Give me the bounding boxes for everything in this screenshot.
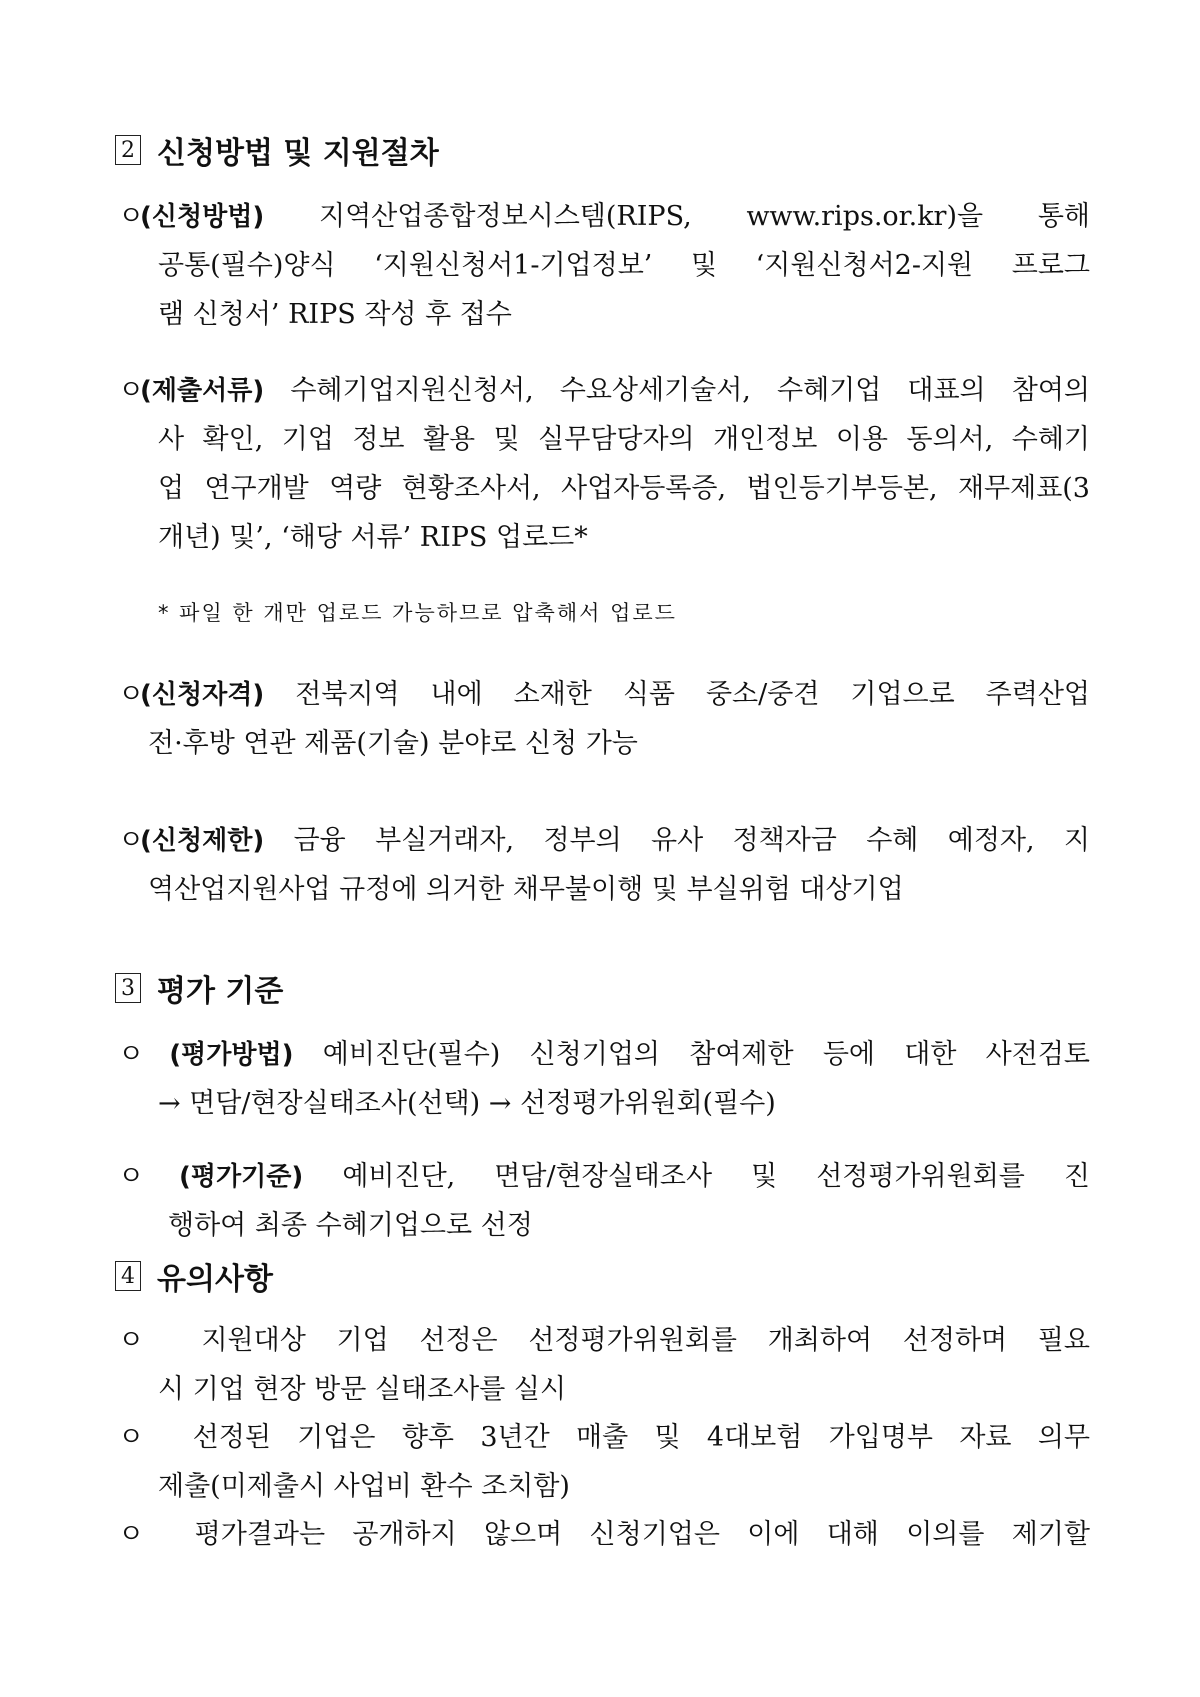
- item-text: 수혜기업지원신청서, 수요상세기술서, 수혜기업 대표의 참여의: [290, 375, 1090, 406]
- item-label: (신청제한): [140, 826, 265, 856]
- section-2-title: 신청방법 및 지원절차: [157, 136, 439, 171]
- item-text: 평가결과는 공개하지 않으며 신청기업은 이에 대해 이의를 제기할: [194, 1519, 1090, 1550]
- bullet-icon: ㅇ: [118, 201, 145, 232]
- s2-item-apply-method: [118, 192, 1090, 339]
- item-text: 예비진단, 면담/현장실태조사 및 선정평가위원회를 진: [342, 1161, 1090, 1192]
- s3-item-eval-criteria: [118, 1152, 1090, 1250]
- item-text: 제출(미제출시 사업비 환수 조치함): [158, 1471, 570, 1502]
- s2-item-documents: [118, 366, 1090, 562]
- bullet-icon: ㅇ: [118, 1422, 145, 1453]
- item-text: 사 확인, 기업 정보 활용 및 실무담당자의 개인정보 이용 동의서, 수혜기: [158, 424, 1090, 455]
- item-text: 업 연구개발 역량 현황조사서, 사업자등록증, 법인등기부등본, 재무제표(3: [158, 473, 1090, 504]
- item-text: 개년) 및’, ‘해당 서류’ RIPS 업로드*: [158, 522, 588, 553]
- item-text: 전·후방 연관 제품(기술) 분야로 신청 가능: [148, 728, 638, 759]
- item-text: 전북지역 내에 소재한 식품 중소/중견 기업으로 주력산업: [295, 679, 1090, 710]
- section-4-title: 유의사항: [157, 1262, 273, 1297]
- s4-item-results: [118, 1510, 1090, 1559]
- item-text: 시 기업 현장 방문 실태조사를 실시: [158, 1374, 567, 1405]
- item-label: (평가방법): [169, 1040, 294, 1070]
- s2-item-restrictions: [118, 816, 1090, 914]
- section-2-heading: [115, 128, 439, 172]
- bullet-icon: ㅇ: [118, 679, 145, 710]
- item-text: 지원대상 기업 선정은 선정평가위원회를 개최하여 선정하며 필요: [201, 1325, 1090, 1356]
- s2-item-eligibility: [118, 670, 1090, 768]
- section-4-number: 4: [115, 1261, 141, 1291]
- bullet-icon: ㅇ: [118, 1519, 145, 1550]
- s2-footnote: * 파일 한 개만 업로드 가능하므로 압축해서 업로드: [158, 601, 677, 625]
- item-text: 예비진단(필수) 신청기업의 참여제한 등에 대한 사전검토: [322, 1039, 1090, 1070]
- item-label: (평가기준): [179, 1162, 304, 1192]
- item-text: 램 신청서’ RIPS 작성 후 접수: [158, 299, 512, 330]
- item-label: (신청방법): [140, 202, 265, 232]
- item-text: 역산업지원사업 규정에 의거한 채무불이행 및 부실위험 대상기업: [148, 874, 904, 905]
- section-3-title: 평가 기준: [157, 974, 284, 1009]
- item-label: (제출서류): [140, 376, 265, 406]
- section-4-heading: [115, 1254, 273, 1298]
- section-2-number: 2: [115, 135, 141, 165]
- bullet-icon: ㅇ: [118, 1161, 145, 1192]
- item-text: 선정된 기업은 향후 3년간 매출 및 4대보험 가입명부 자료 의무: [192, 1422, 1090, 1453]
- bullet-icon: ㅇ: [118, 1039, 145, 1070]
- item-label: (신청자격): [140, 680, 265, 710]
- bullet-icon: ㅇ: [118, 1325, 145, 1356]
- bullet-icon: ㅇ: [118, 375, 145, 406]
- section-3-number: 3: [115, 973, 141, 1003]
- bullet-icon: ㅇ: [118, 825, 145, 856]
- item-text: 행하여 최종 수혜기업으로 선정: [168, 1210, 533, 1241]
- section-3-heading: [115, 966, 283, 1010]
- item-text: → 면담/현장실태조사(선택) → 선정평가위원회(필수): [158, 1088, 776, 1119]
- s4-item-obligation: [118, 1413, 1090, 1511]
- item-text: 공통(필수)양식 ‘지원신청서1-기업정보’ 및 ‘지원신청서2-지원 프로그: [158, 250, 1090, 281]
- item-text: 지역산업종합정보시스템(RIPS, www.rips.or.kr)을 통해: [318, 201, 1090, 232]
- item-text: 금융 부실거래자, 정부의 유사 정책자금 수혜 예정자, 지: [293, 825, 1090, 856]
- s4-item-selection: [118, 1316, 1090, 1414]
- s3-item-eval-method: [118, 1030, 1090, 1128]
